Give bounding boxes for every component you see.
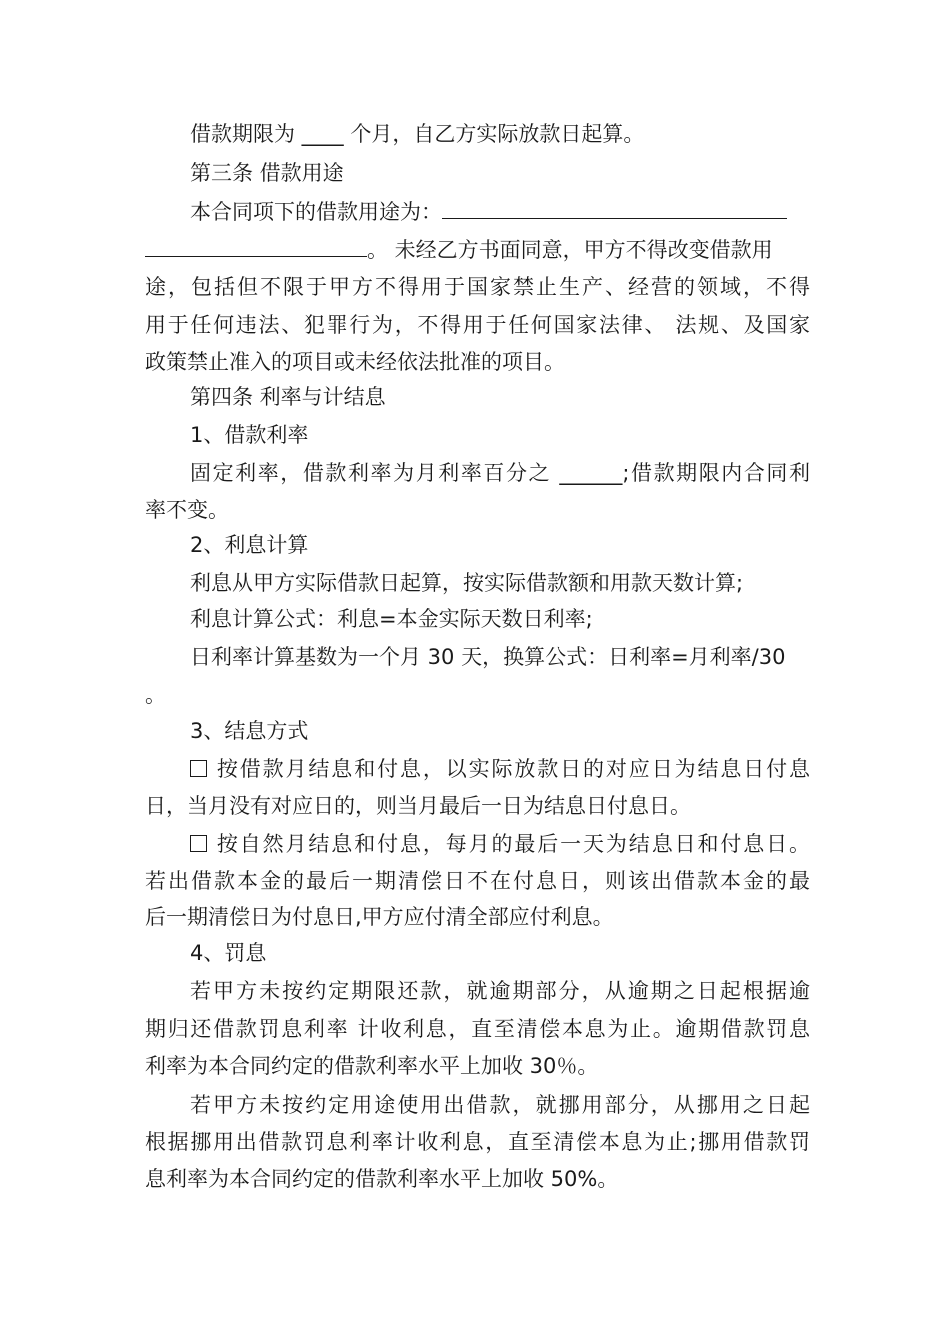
paragraph-line: 途，包括但不限于甲方不得用于国家禁止生产、经营的领域，不得: [145, 275, 810, 299]
loan-purpose-blank: [442, 196, 787, 219]
purpose-restriction-text: 。 未经乙方书面同意，甲方不得改变借款用: [367, 238, 773, 262]
paragraph-line: 若甲方未按约定期限还款，就逾期部分，从逾期之日起根据逾: [190, 979, 810, 1003]
section-3-heading: 3、结息方式: [190, 719, 309, 743]
paragraph-line: 利率为本合同约定的借款利率水平上加收 30％。: [145, 1054, 599, 1078]
option-monthly-text: 按借款月结息和付息，以实际放款日的对应日为结息日付息: [215, 757, 810, 781]
paragraph-line: 率不变。: [145, 498, 229, 522]
loan-purpose-blank-2: [145, 234, 367, 257]
paragraph-line: 。: [145, 683, 166, 707]
paragraph-line: 息利率为本合同约定的借款利率水平上加收 50%。: [145, 1167, 619, 1191]
paragraph-line: 若甲方未按约定用途使用出借款，就挪用部分，从挪用之日起: [190, 1093, 810, 1117]
paragraph-line: 期归还借款罚息利率 计收利息，直至清偿本息为止。逾期借款罚息: [145, 1017, 810, 1041]
loan-purpose-continuation: [145, 234, 810, 264]
paragraph-line: 固定利率，借款利率为月利率百分之 ______;借款期限内合同利: [190, 461, 810, 485]
loan-term-line: 借款期限为 ____ 个月，自乙方实际放款日起算。: [190, 122, 645, 146]
section-2-heading: 2、利息计算: [190, 533, 309, 557]
loan-purpose-label: 本合同项下的借款用途为：: [190, 200, 442, 224]
checkbox-icon: [190, 760, 207, 777]
paragraph-line: 若出借款本金的最后一期清偿日不在付息日，则该出借款本金的最: [145, 869, 810, 893]
option-natural-month-line: [190, 829, 810, 859]
section-1-heading: 1、借款利率: [190, 423, 309, 447]
paragraph-line: 根据挪用出借款罚息利率计收利息，直至清偿本息为止;挪用借款罚: [145, 1130, 810, 1154]
article-4-heading: 第四条 利率与计结息: [190, 385, 386, 409]
paragraph-line: 后一期清偿日为付息日,甲方应付清全部应付利息。: [145, 905, 614, 929]
section-4-heading: 4、罚息: [190, 941, 267, 965]
paragraph-line: 利息从甲方实际借款日起算，按实际借款额和用款天数计算;: [190, 571, 744, 595]
paragraph-line: 政策禁止准入的项目或未经依法批准的项目。: [145, 350, 565, 374]
paragraph-line: 日，当月没有对应日的，则当月最后一日为结息日付息日。: [145, 794, 691, 818]
checkbox-icon: [190, 835, 207, 852]
option-monthly-line: [190, 754, 810, 784]
article-3-heading: 第三条 借款用途: [190, 161, 344, 185]
paragraph-line: 利息计算公式：利息=本金实际天数日利率;: [190, 607, 593, 631]
option-natural-month-text: 按自然月结息和付息，每月的最后一天为结息日和付息日。: [215, 832, 810, 856]
paragraph-line: 用于任何违法、犯罪行为，不得用于任何国家法律、 法规、及国家: [145, 313, 810, 337]
loan-purpose-line: [190, 196, 810, 226]
paragraph-line: 日利率计算基数为一个月 30 天，换算公式：日利率=月利率/30: [190, 645, 786, 669]
